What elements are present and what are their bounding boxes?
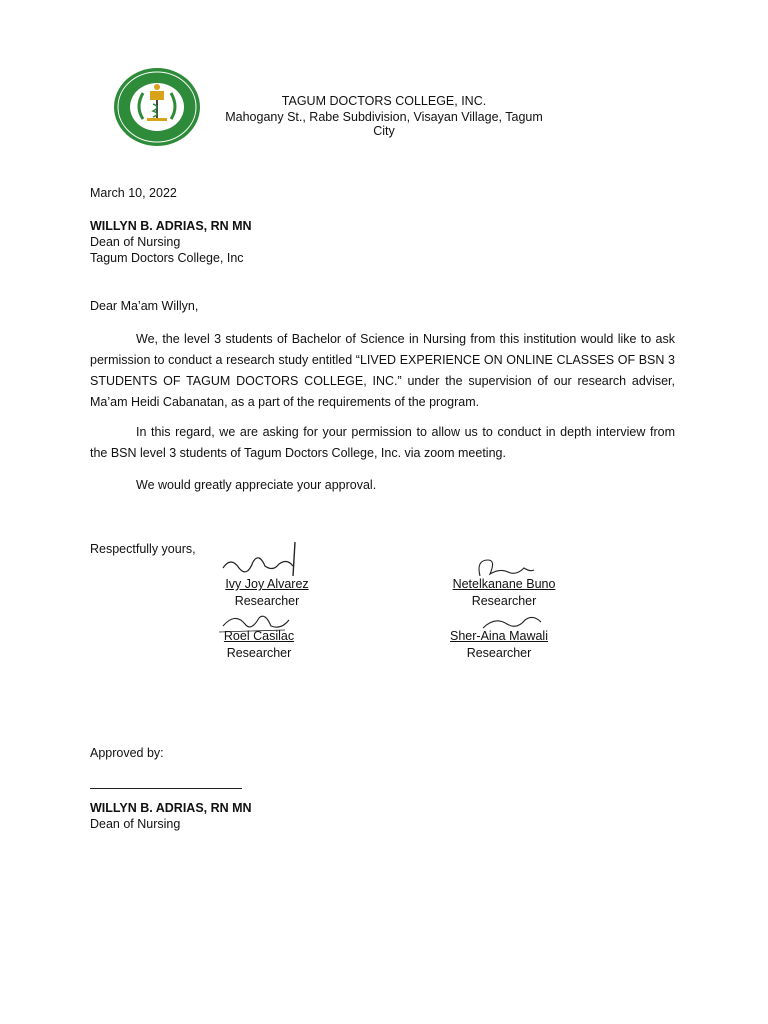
signatory-1 [197,576,337,610]
signatory-role: Researcher [471,594,537,608]
signature-scribble-2 [470,554,540,582]
approver-block [90,800,252,832]
recipient-org: Tagum Doctors College, Inc [90,251,244,265]
closing: Respectfully yours, [90,542,196,556]
approver-title: Dean of Nursing [90,817,181,831]
signatory-3 [189,628,329,662]
signatory-name: Sher-Aina Mawali [450,629,548,643]
body-paragraph-3: We would greatly appreciate your approval. [136,478,377,492]
recipient-name: WILLYN B. ADRIAS, RN MN [90,219,252,233]
institution-address: Mahogany St., Rabe Subdivision, Visayan Village, Tagum City [225,110,543,138]
recipient-title: Dean of Nursing [90,235,181,249]
college-seal-logo [113,67,201,147]
signature-scribble-4 [477,610,547,634]
approved-label: Approved by: [90,746,164,760]
signature-scribble-1 [217,538,307,582]
signature-line [90,788,242,789]
signatory-role: Researcher [226,646,292,660]
signatory-role: Researcher [234,594,300,608]
letter-date: March 10, 2022 [90,186,177,200]
signatory-role: Researcher [466,646,532,660]
recipient-block [90,218,252,266]
body-paragraph-1: We, the level 3 students of Bachelor of Science in Nursing from this institution would like to ask permission to conduct a research study entitled “LIVED EXPERIENCE ON ONLINE CLASSES OF BSN 3 STUDENTS OF TAGUM DOCTORS COLLEGE, INC.” under the supervision of our research adviser, Ma’am Heidi Cabanatan, as a part of the requirements of the program. [90,332,675,409]
body-paragraph-2: In this regard, we are asking for your permission to allow us to conduct in depth interview from the BSN level 3 students of Tagum Doctors College, Inc. via zoom meeting. [90,425,675,460]
approver-name: WILLYN B. ADRIAS, RN MN [90,801,252,815]
signatory-2 [434,576,574,610]
signatory-4 [429,628,569,662]
signature-scribble-3 [215,608,295,636]
institution-name: TAGUM DOCTORS COLLEGE, INC. [281,94,487,108]
signatory-name: Ivy Joy Alvarez [225,577,309,591]
signatory-name: Netelkanane Buno [452,577,556,591]
signatory-name: Roel Casilac [223,629,295,643]
salutation: Dear Ma’am Willyn, [90,299,199,313]
